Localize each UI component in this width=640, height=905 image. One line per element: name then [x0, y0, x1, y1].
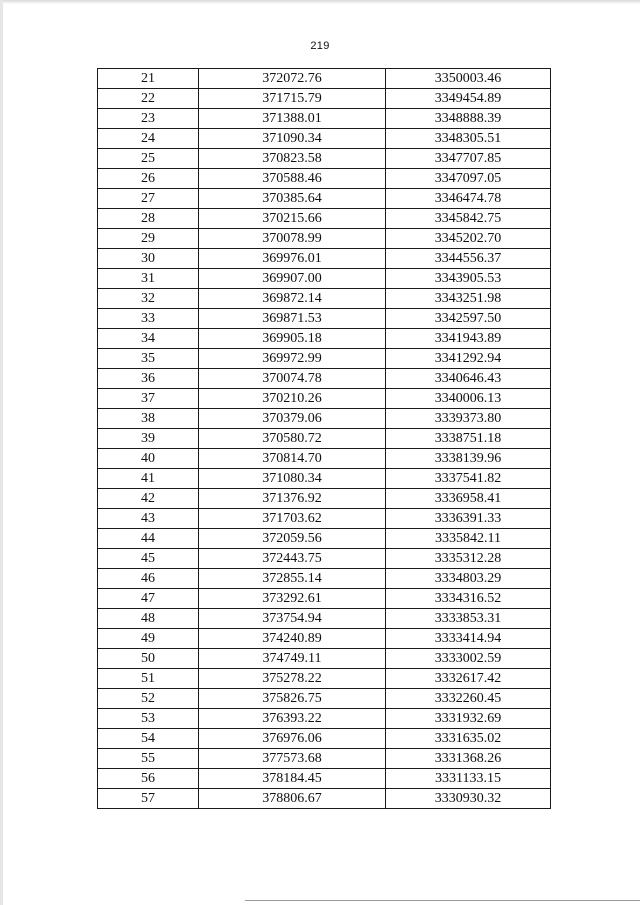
table-row: [98, 429, 551, 449]
table-row: [98, 189, 551, 209]
point-number-cell: 48: [98, 609, 199, 629]
point-number-cell: 35: [98, 349, 199, 369]
x-coordinate-cell: 370215.66: [199, 209, 386, 229]
x-coordinate-cell: 373292.61: [199, 589, 386, 609]
y-coordinate-cell: 3340006.13: [386, 389, 551, 409]
scan-top-edge: [0, 0, 640, 4]
y-coordinate-cell: 3345842.75: [386, 209, 551, 229]
x-coordinate-cell: 373754.94: [199, 609, 386, 629]
point-number-cell: 41: [98, 469, 199, 489]
y-coordinate-cell: 3338751.18: [386, 429, 551, 449]
x-coordinate-cell: 371388.01: [199, 109, 386, 129]
point-number-cell: 49: [98, 629, 199, 649]
coordinate-table: [97, 68, 551, 809]
y-coordinate-cell: 3350003.46: [386, 69, 551, 89]
y-coordinate-cell: 3348305.51: [386, 129, 551, 149]
x-coordinate-cell: 372443.75: [199, 549, 386, 569]
table-row: [98, 309, 551, 329]
x-coordinate-cell: 371715.79: [199, 89, 386, 109]
point-number-cell: 46: [98, 569, 199, 589]
table-row: [98, 649, 551, 669]
y-coordinate-cell: 3336958.41: [386, 489, 551, 509]
point-number-cell: 55: [98, 749, 199, 769]
x-coordinate-cell: 375826.75: [199, 689, 386, 709]
table-row: [98, 569, 551, 589]
table-row: [98, 789, 551, 809]
x-coordinate-cell: 377573.68: [199, 749, 386, 769]
x-coordinate-cell: 370385.64: [199, 189, 386, 209]
y-coordinate-cell: 3340646.43: [386, 369, 551, 389]
table-row: [98, 549, 551, 569]
point-number-cell: 42: [98, 489, 199, 509]
point-number-cell: 23: [98, 109, 199, 129]
y-coordinate-cell: 3349454.89: [386, 89, 551, 109]
table-row: [98, 529, 551, 549]
y-coordinate-cell: 3331635.02: [386, 729, 551, 749]
table-row: [98, 409, 551, 429]
y-coordinate-cell: 3347707.85: [386, 149, 551, 169]
point-number-cell: 39: [98, 429, 199, 449]
x-coordinate-cell: 369872.14: [199, 289, 386, 309]
x-coordinate-cell: 372059.56: [199, 529, 386, 549]
point-number-cell: 47: [98, 589, 199, 609]
table-row: [98, 509, 551, 529]
x-coordinate-cell: 370814.70: [199, 449, 386, 469]
table-row: [98, 629, 551, 649]
table-row: [98, 149, 551, 169]
y-coordinate-cell: 3331133.15: [386, 769, 551, 789]
point-number-cell: 26: [98, 169, 199, 189]
table-row: [98, 669, 551, 689]
x-coordinate-cell: 369972.99: [199, 349, 386, 369]
point-number-cell: 33: [98, 309, 199, 329]
x-coordinate-cell: 378184.45: [199, 769, 386, 789]
x-coordinate-cell: 369976.01: [199, 249, 386, 269]
y-coordinate-cell: 3345202.70: [386, 229, 551, 249]
x-coordinate-cell: 370588.46: [199, 169, 386, 189]
y-coordinate-cell: 3337541.82: [386, 469, 551, 489]
y-coordinate-cell: 3330930.32: [386, 789, 551, 809]
x-coordinate-cell: 370379.06: [199, 409, 386, 429]
x-coordinate-cell: 375278.22: [199, 669, 386, 689]
y-coordinate-cell: 3341292.94: [386, 349, 551, 369]
table-row: [98, 249, 551, 269]
x-coordinate-cell: 376393.22: [199, 709, 386, 729]
point-number-cell: 31: [98, 269, 199, 289]
table-row: [98, 89, 551, 109]
x-coordinate-cell: 371703.62: [199, 509, 386, 529]
point-number-cell: 36: [98, 369, 199, 389]
point-number-cell: 54: [98, 729, 199, 749]
table-row: [98, 109, 551, 129]
y-coordinate-cell: 3335842.11: [386, 529, 551, 549]
table-row: [98, 609, 551, 629]
table-row: [98, 589, 551, 609]
x-coordinate-cell: 370210.26: [199, 389, 386, 409]
x-coordinate-cell: 374240.89: [199, 629, 386, 649]
point-number-cell: 32: [98, 289, 199, 309]
y-coordinate-cell: 3336391.33: [386, 509, 551, 529]
point-number-cell: 52: [98, 689, 199, 709]
table-row: [98, 449, 551, 469]
table-row: [98, 389, 551, 409]
y-coordinate-cell: 3346474.78: [386, 189, 551, 209]
point-number-cell: 27: [98, 189, 199, 209]
y-coordinate-cell: 3333002.59: [386, 649, 551, 669]
table-row: [98, 209, 551, 229]
x-coordinate-cell: 370823.58: [199, 149, 386, 169]
point-number-cell: 28: [98, 209, 199, 229]
x-coordinate-cell: 369905.18: [199, 329, 386, 349]
point-number-cell: 40: [98, 449, 199, 469]
point-number-cell: 45: [98, 549, 199, 569]
y-coordinate-cell: 3342597.50: [386, 309, 551, 329]
point-number-cell: 30: [98, 249, 199, 269]
y-coordinate-cell: 3341943.89: [386, 329, 551, 349]
table-row: [98, 469, 551, 489]
x-coordinate-cell: 374749.11: [199, 649, 386, 669]
x-coordinate-cell: 370078.99: [199, 229, 386, 249]
x-coordinate-cell: 371080.34: [199, 469, 386, 489]
table-row: [98, 709, 551, 729]
scan-bottom-line: [245, 900, 640, 901]
y-coordinate-cell: 3343905.53: [386, 269, 551, 289]
y-coordinate-cell: 3333853.31: [386, 609, 551, 629]
table-row: [98, 229, 551, 249]
y-coordinate-cell: 3339373.80: [386, 409, 551, 429]
y-coordinate-cell: 3332617.42: [386, 669, 551, 689]
table-row: [98, 489, 551, 509]
point-number-cell: 44: [98, 529, 199, 549]
table-row: [98, 689, 551, 709]
y-coordinate-cell: 3334803.29: [386, 569, 551, 589]
table-row: [98, 269, 551, 289]
y-coordinate-cell: 3348888.39: [386, 109, 551, 129]
x-coordinate-cell: 369907.00: [199, 269, 386, 289]
y-coordinate-cell: 3344556.37: [386, 249, 551, 269]
point-number-cell: 21: [98, 69, 199, 89]
y-coordinate-cell: 3332260.45: [386, 689, 551, 709]
point-number-cell: 22: [98, 89, 199, 109]
point-number-cell: 57: [98, 789, 199, 809]
table-row: [98, 329, 551, 349]
y-coordinate-cell: 3331932.69: [386, 709, 551, 729]
x-coordinate-cell: 370580.72: [199, 429, 386, 449]
point-number-cell: 24: [98, 129, 199, 149]
y-coordinate-cell: 3343251.98: [386, 289, 551, 309]
x-coordinate-cell: 372855.14: [199, 569, 386, 589]
point-number-cell: 34: [98, 329, 199, 349]
x-coordinate-cell: 370074.78: [199, 369, 386, 389]
y-coordinate-cell: 3347097.05: [386, 169, 551, 189]
point-number-cell: 43: [98, 509, 199, 529]
x-coordinate-cell: 371376.92: [199, 489, 386, 509]
table-row: [98, 769, 551, 789]
point-number-cell: 37: [98, 389, 199, 409]
table-row: [98, 289, 551, 309]
x-coordinate-cell: 371090.34: [199, 129, 386, 149]
point-number-cell: 53: [98, 709, 199, 729]
table-row: [98, 169, 551, 189]
table-row: [98, 349, 551, 369]
y-coordinate-cell: 3338139.96: [386, 449, 551, 469]
x-coordinate-cell: 372072.76: [199, 69, 386, 89]
point-number-cell: 25: [98, 149, 199, 169]
scan-left-edge: [0, 0, 3, 905]
table-row: [98, 729, 551, 749]
x-coordinate-cell: 376976.06: [199, 729, 386, 749]
page-number: 219: [310, 40, 330, 52]
table-row: [98, 129, 551, 149]
x-coordinate-cell: 378806.67: [199, 789, 386, 809]
y-coordinate-cell: 3334316.52: [386, 589, 551, 609]
point-number-cell: 51: [98, 669, 199, 689]
table-row: [98, 369, 551, 389]
point-number-cell: 56: [98, 769, 199, 789]
point-number-cell: 38: [98, 409, 199, 429]
point-number-cell: 29: [98, 229, 199, 249]
table-row: [98, 69, 551, 89]
x-coordinate-cell: 369871.53: [199, 309, 386, 329]
y-coordinate-cell: 3333414.94: [386, 629, 551, 649]
point-number-cell: 50: [98, 649, 199, 669]
table-row: [98, 749, 551, 769]
coordinate-table-body: [98, 69, 551, 809]
y-coordinate-cell: 3335312.28: [386, 549, 551, 569]
y-coordinate-cell: 3331368.26: [386, 749, 551, 769]
